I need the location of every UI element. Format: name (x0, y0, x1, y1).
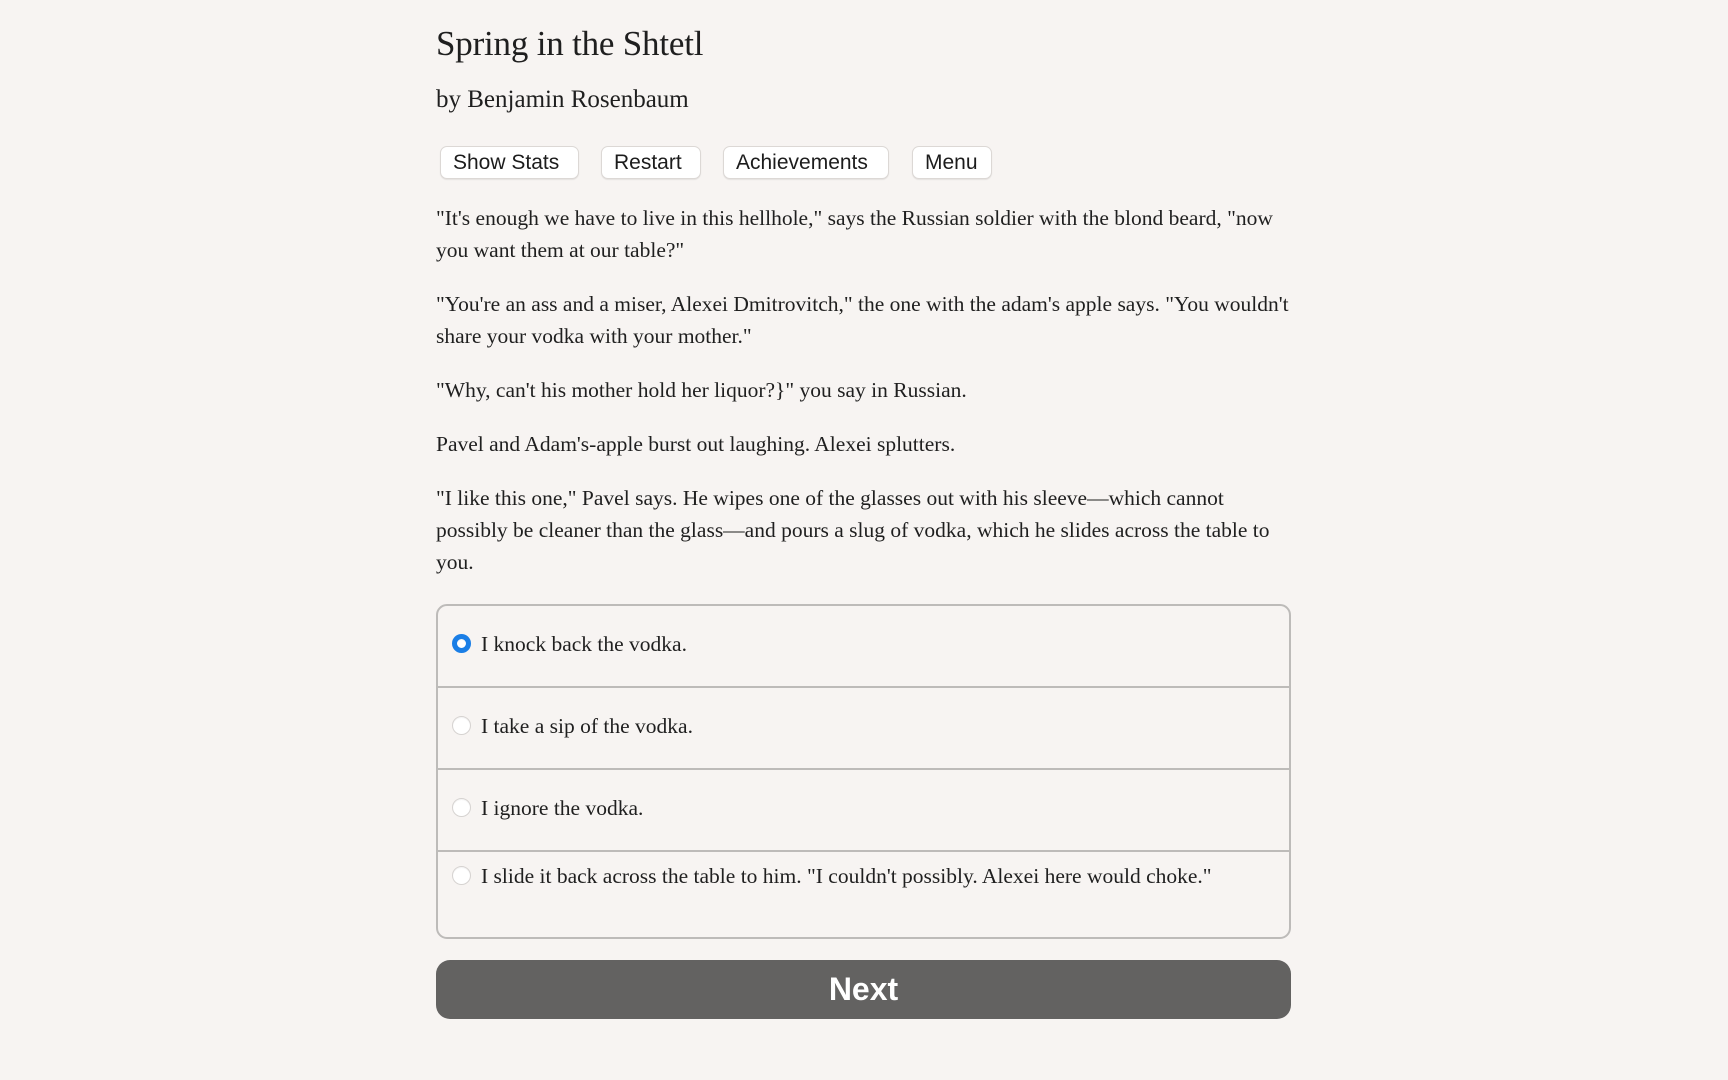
choice-option-sip[interactable] (438, 686, 1289, 768)
menu-button[interactable]: Menu (912, 146, 992, 179)
choice-list (436, 604, 1291, 939)
choice-label: I slide it back across the table to him. "I couldn't possibly. Alexei here would choke." (481, 864, 1212, 888)
toolbar (440, 146, 992, 179)
next-button[interactable]: Next (436, 960, 1291, 1019)
story-paragraph: "Why, can't his mother hold her liquor?}" you say in Russian. (436, 378, 967, 402)
story-paragraph: Pavel and Adam's-apple burst out laughing. Alexei splutters. (436, 432, 956, 456)
choice-label: I knock back the vodka. (481, 632, 687, 656)
radio-unselected-icon[interactable] (452, 798, 471, 817)
game-title: Spring in the Shtetl (436, 24, 704, 63)
choice-label: I ignore the vodka. (481, 796, 644, 820)
radio-unselected-icon[interactable] (452, 866, 471, 885)
radio-unselected-icon[interactable] (452, 716, 471, 735)
story-paragraph: "It's enough we have to live in this hellhole," says the Russian soldier with the blond beard, "now you want them at our table?" (436, 206, 1273, 262)
choice-option-knock-back[interactable] (438, 606, 1289, 686)
author-byline: by Benjamin Rosenbaum (436, 86, 689, 113)
choice-label: I take a sip of the vodka. (481, 714, 693, 738)
choice-option-slide-back[interactable] (438, 850, 1289, 937)
radio-selected-icon[interactable] (452, 634, 471, 653)
restart-button[interactable]: Restart (601, 146, 701, 179)
story-paragraph: "You're an ass and a miser, Alexei Dmitrovitch," the one with the adam's apple says. "You wouldn't share your vodka with your mother." (436, 292, 1289, 348)
show-stats-button[interactable]: Show Stats (440, 146, 579, 179)
story-paragraph: "I like this one," Pavel says. He wipes one of the glasses out with his sleeve—which cannot possibly be cleaner than the glass—and pours a slug of vodka, which he slides across the table to you. (436, 486, 1270, 574)
choice-option-ignore[interactable] (438, 768, 1289, 850)
achievements-button[interactable]: Achievements (723, 146, 889, 179)
story-text (436, 202, 1291, 600)
